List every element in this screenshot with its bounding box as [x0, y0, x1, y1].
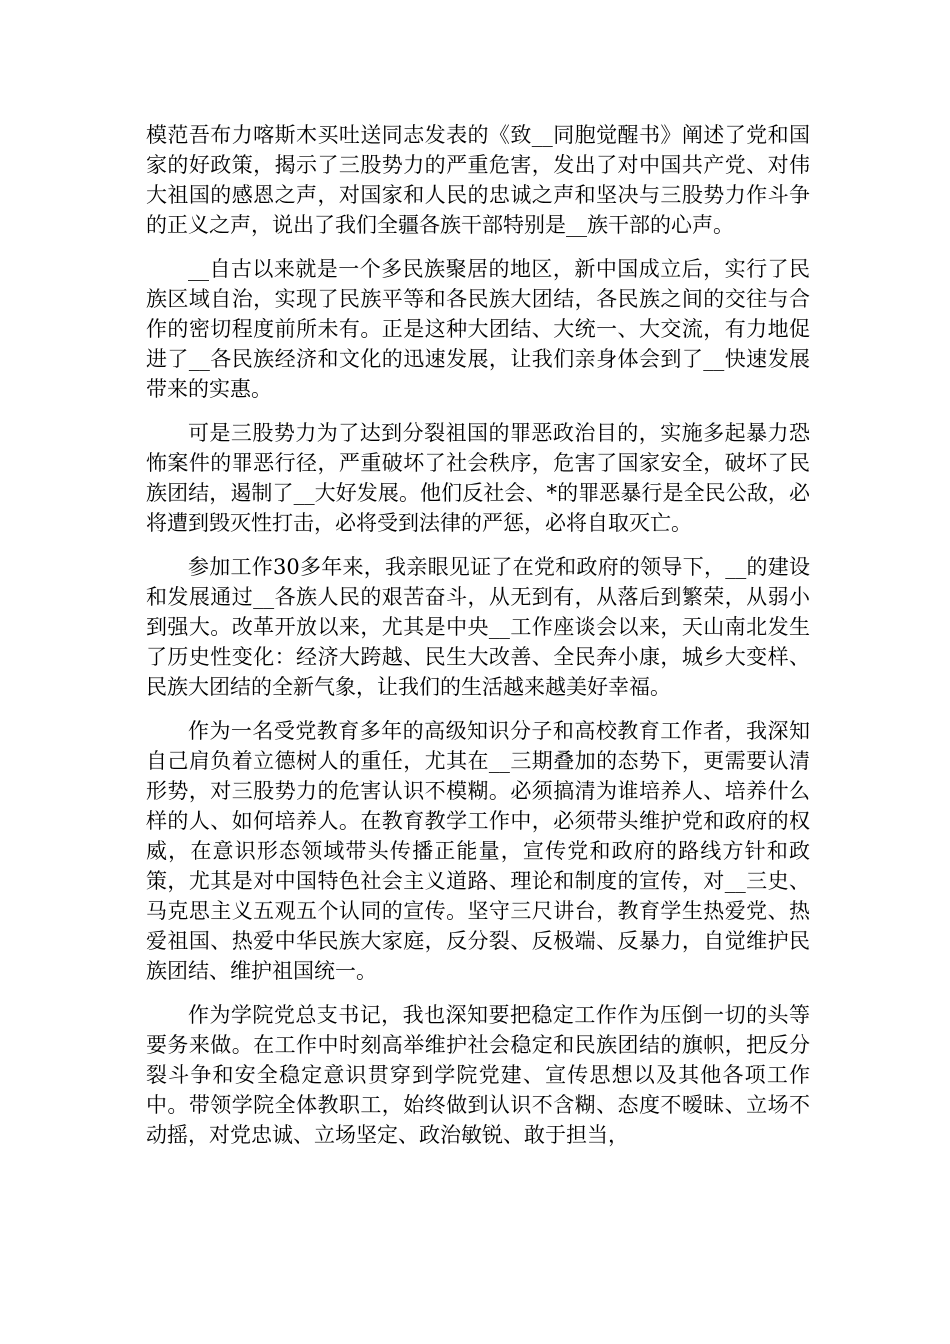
paragraph-5: 作为一名受党教育多年的高级知识分子和高校教育工作者，我深知自己肩负着立德树人的重任，尤其在__三期叠加的态势下，更需要认清形势，对三股势力的危害认识不模糊。必须搞清为谁培养人、培养什么样的人、如何培养人。在教育教学工作中，必须带头维护党和政府的权威，在意识形态领域带头传播正能量，宣传党和政府的路线方针和政策，尤其是对中国特色社会主义道路、理论和制度的宣传，对__三史、马克思主义五观五个认同的宣传。坚守三尺讲台，教育学生热爱党、热爱祖国、热爱中华民族大家庭，反分裂、反极端、反暴力，自觉维护民族团结、维护祖国统一。: [146, 719, 810, 983]
paragraph-6: 作为学院党总支书记，我也深知要把稳定工作作为压倒一切的头等要务来做。在工作中时刻高举维护社会稳定和民族团结的旗帜，把反分裂斗争和安全稳定意识贯穿到学院党建、宣传思想以及其他各项工作中。带领学院全体教职工，始终做到认识不含糊、态度不暧昧、立场不动摇，对党忠诚、立场坚定、政治敏锐、敢于担当，: [146, 1003, 810, 1147]
paragraph-1: 模范吾布力喀斯木买吐送同志发表的《致__同胞觉醒书》阐述了党和国家的好政策，揭示了三股势力的严重危害，发出了对中国共产党、对伟大祖国的感恩之声，对国家和人民的忠诚之声和坚决与三股势力作斗争的正义之声，说出了我们全疆各族干部特别是__族干部的心声。: [146, 123, 810, 237]
paragraph-2: __自古以来就是一个多民族聚居的地区，新中国成立后，实行了民族区域自治，实现了民族平等和各民族大团结，各民族之间的交往与合作的密切程度前所未有。正是这种大团结、大统一、大交流，有力地促进了__各民族经济和文化的迅速发展，让我们亲身体会到了__快速发展带来的实惠。: [146, 257, 810, 401]
document-body: [146, 120, 810, 1164]
paragraph-3: 可是三股势力为了达到分裂祖国的罪恶政治目的，实施多起暴力恐怖案件的罪恶行径，严重破坏了社会秩序，危害了国家安全，破坏了民族团结，遏制了__大好发展。他们反社会、*的罪恶暴行是全民公敌，必将遭到毁灭性打击，必将受到法律的严惩，必将自取灭亡。: [146, 421, 810, 535]
paragraph-4: 参加工作30多年来，我亲眼见证了在党和政府的领导下，__的建设和发展通过__各族人民的艰苦奋斗，从无到有，从落后到繁荣，从弱小到强大。改革开放以来，尤其是中央__工作座谈会以来，天山南北发生了历史性变化：经济大跨越、民生大改善、全民奔小康，城乡大变样、民族大团结的全新气象，让我们的生活越来越美好幸福。: [146, 555, 810, 699]
